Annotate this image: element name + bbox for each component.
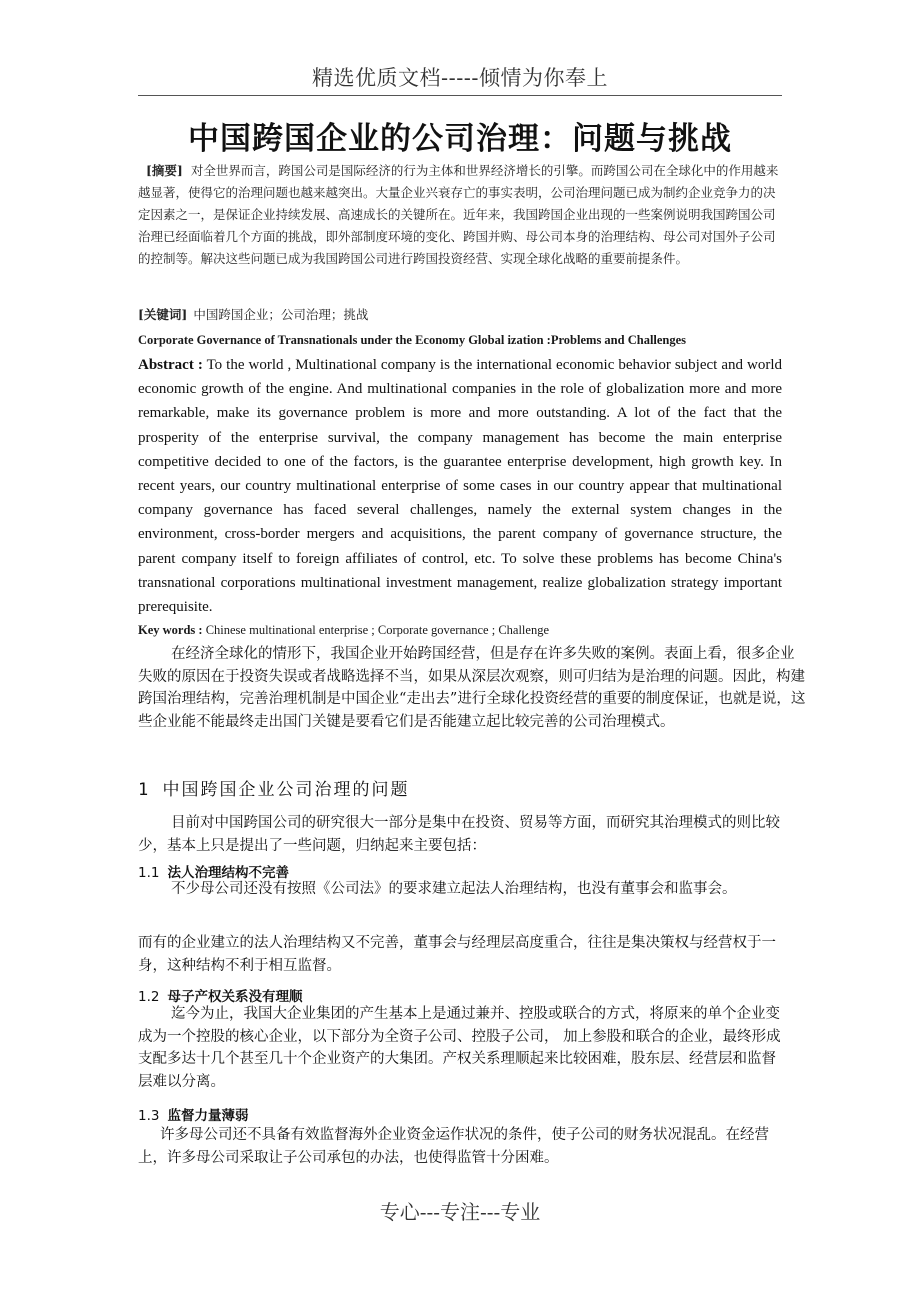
english-title: Corporate Governance of Transnationals under the Economy Global ization :Problems and Challenges [138, 333, 687, 347]
subsection-1-1-paragraph-a [138, 878, 793, 901]
subsection-1-3-paragraph [138, 1124, 788, 1169]
abstract-en-label: Abstract : [138, 357, 203, 373]
section-heading-1: 1 中国跨国企业公司治理的问题 [138, 780, 410, 800]
abstract-en-text: To the world , Multinational company is the international economic behavior subject and world economic growth of the engine. And multinational companies in the role of globalization more and more remarkable, make its governance problem is more and more outstanding. A lot of the fact that the prosperity of the enterprise survival, the company management has become the main enterprise competitive decided to one of the factors, is the guarantee enterprise development, high growth key. In recent years, our country multinational enterprise of some cases in our country appear that multinational company governance has faced several challenges, namely the external system changes in the environment, cross-border mergers and acquisitions, the parent company of governance structure, the parent company itself to foreign affiliates of control, etc. To solve these problems has become China's transnational corporations multinational investment management, realize globalization strategy important prerequisite. [138, 357, 782, 616]
section-1-paragraph [138, 812, 783, 857]
subsection-1-3-title: 监督力量薄弱 [167, 1108, 249, 1124]
paper-title: 中国跨国企业的公司治理：问题与挑战 [188, 121, 732, 157]
keywords-cn-text: 中国跨国企业；公司治理；挑战 [193, 307, 369, 322]
subsection-1-1-number: 1.1 [138, 865, 160, 881]
abstract-en [138, 353, 782, 619]
subsection-1-2-paragraph [138, 1003, 786, 1093]
subsection-heading-1-3 [138, 1104, 248, 1124]
intro-paragraph [138, 643, 806, 733]
keywords-cn-label: [关键词] [138, 307, 188, 322]
subsection-1-3-text: 许多母公司还不具备有效监督海外企业资金运作状况的条件，使子公司的财务状况混乱。在经营上，许多母公司采取让子公司承包的办法，也使得监管十分困难。 [138, 1127, 769, 1166]
section-1-text: 目前对中国跨国公司的研究很大一部分是集中在投资、贸易等方面，而研究其治理模式的则比较少，基本上只是提出了一些问题，归纳起来主要包括： [138, 815, 780, 854]
subsection-1-1-text-a: 不少母公司还没有按照《公司法》的要求建立起法人治理结构，也没有董事会和监事会。 [171, 881, 737, 897]
subsection-1-2-number: 1.2 [138, 989, 160, 1005]
keywords-en-label: Key words : [138, 623, 203, 637]
keywords-cn [138, 305, 782, 325]
abstract-cn [138, 160, 782, 270]
abstract-cn-text: 对全世界而言，跨国公司是国际经济的行为主体和世界经济增长的引擎。而跨国公司在全球化中的作用越来越显著，使得它的治理问题也越来越突出。大量企业兴衰存亡的事实表明，公司治理问题已成为制约企业竞争力的决定因素之一，是保证企业持续发展、高速成长的关键所在。近年来，我国跨国企业出现的一些案例说明我国跨国公司治理已经面临着几个方面的挑战，即外部制度环境的变化、跨国并购、母公司本身的治理结构、母公司对国外子公司的控制等。解决这些问题已成为我国跨国公司进行跨国投资经营、实现全球化战略的重要前提条件。 [138, 163, 779, 266]
abstract-cn-label: [摘要] [146, 163, 183, 178]
intro-text: 在经济全球化的情形下，我国企业开始跨国经营，但是存在许多失败的案例。表面上看，很多企业失败的原因在于投资失误或者战略选择不当，如果从深层次观察，则可归结为是治理的问题。因此，构建跨国治理结构，完善治理机制是中国企业“走出去”进行全球化投资经营的重要的制度保证，也就是说，这些企业能不能最终走出国门关键是要看它们是否能建立起比较完善的公司治理模式。 [138, 646, 806, 730]
subsection-1-1-title: 法人治理结构不完善 [167, 865, 289, 881]
keywords-en-text: Chinese multinational enterprise ; Corporate governance ; Challenge [205, 623, 549, 637]
keywords-en [138, 620, 782, 640]
subsection-1-2-title: 母子产权关系没有理顺 [167, 989, 303, 1005]
subsection-heading-1-2 [138, 985, 302, 1005]
page-footer: 专心---专注---专业 [379, 1200, 541, 1224]
page-header: 精选优质文档-----倾情为你奉上 [312, 66, 608, 90]
subsection-1-3-number: 1.3 [138, 1108, 160, 1124]
header-divider [138, 95, 782, 96]
subsection-1-2-text: 迄今为止，我国大企业集团的产生基本上是通过兼并、控股或联合的方式，将原来的单个企业变成为一个控股的核心企业，以下部分为全资子公司、控股子公司， 加上参股和联合的企业，最终形成支配多达十几个甚至几十个企业资产的大集团。产权关系理顺起来比较困难，股东层、经营层和监督层难以分离。 [138, 1006, 781, 1090]
subsection-1-1-paragraph-b: 而有的企业建立的法人治理结构又不完善，董事会与经理层高度重合，往往是集决策权与经营权于一身，这种结构不利于相互监督。 [138, 935, 776, 974]
